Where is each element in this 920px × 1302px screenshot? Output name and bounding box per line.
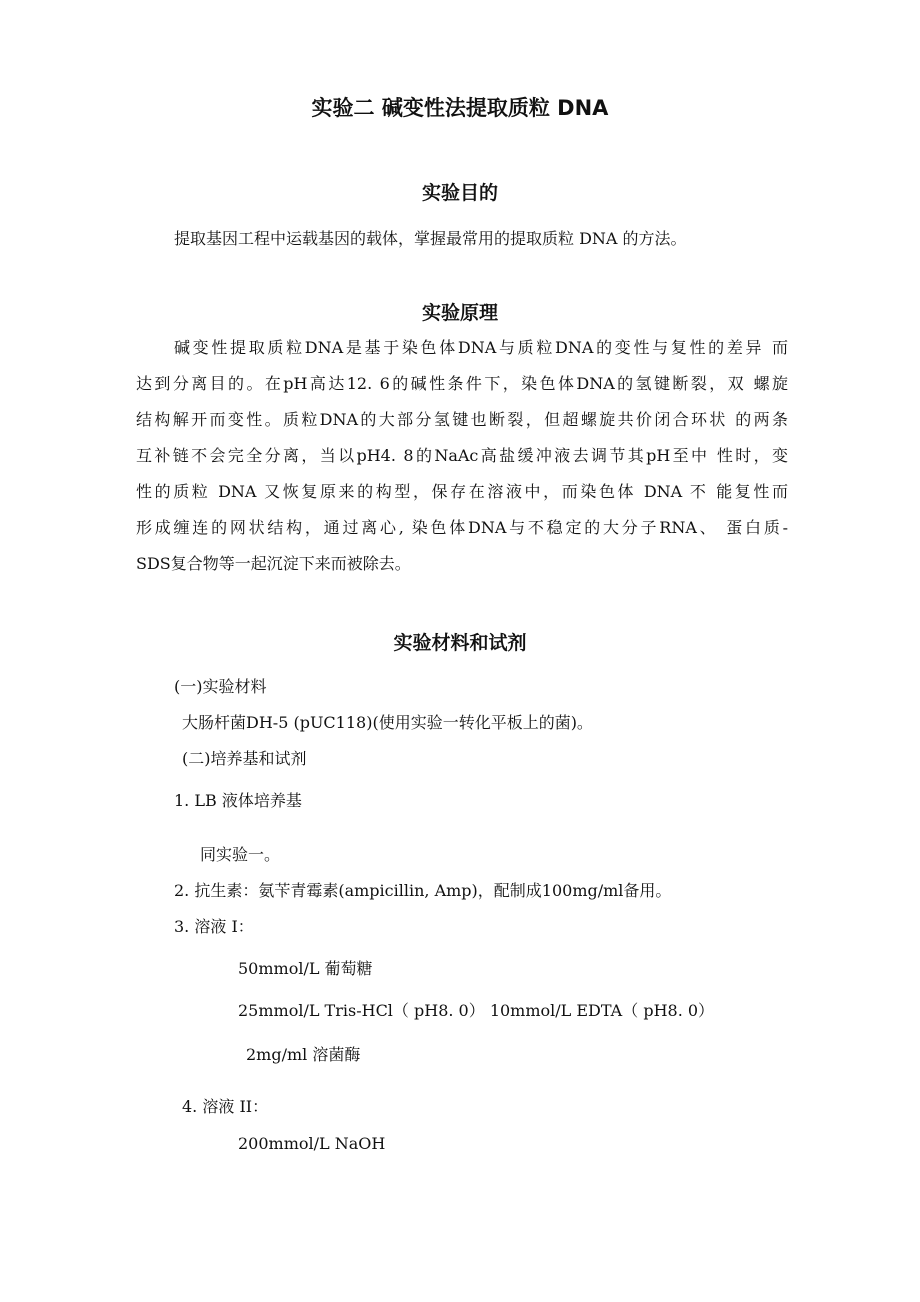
materials-text: 大肠杆菌DH-5 (pUC118)(使用实验一转化平板上的菌)。 <box>182 713 593 732</box>
principle-line: 互补链不会完全分离，当以pH4. 8的NaAc高盐缓冲液去调节其pH至中 性时，变 <box>136 446 788 465</box>
principle-line: 达到分离目的。在pH高达12. 6的碱性条件下，染色体DNA的氢键断裂，双 螺旋 <box>136 374 788 393</box>
materials-subheading-1: (一)实验材料 <box>174 677 267 696</box>
materials-heading: 实验材料和试剂 <box>393 632 527 654</box>
principle-line: 碱变性提取质粒DNA是基于染色体DNA与质粒DNA的变性与复性的差异 而 <box>174 338 788 357</box>
principle-line: 形成缠连的网状结构，通过离心, 染色体DNA与不稳定的大分子RNA、 蛋白质- <box>136 518 788 537</box>
page-title: 实验二 碱变性法提取质粒 DNA <box>311 96 609 120</box>
solution-component: 50mmol/L 葡萄糖 <box>238 959 373 978</box>
materials-subheading-2: (二)培养基和试剂 <box>182 749 307 768</box>
principle-line: 结构解开而变性。质粒DNA的大部分氢键也断裂，但超螺旋共价闭合环状 的两条 <box>136 410 788 429</box>
reagent-item-2: 2. 抗生素：氨苄青霉素(ampicillin, Amp)，配制成100mg/ml备用。 <box>174 881 672 900</box>
purpose-heading: 实验目的 <box>421 182 498 204</box>
reagent-item-1-text: 同实验一。 <box>200 845 281 864</box>
purpose-text: 提取基因工程中运载基因的载体，掌握最常用的提取质粒 DNA 的方法。 <box>174 229 687 248</box>
reagent-item-4: 4. 溶液 II： <box>182 1097 269 1116</box>
solution-component: 200mmol/L NaOH <box>238 1134 386 1153</box>
principle-paragraph <box>136 330 788 582</box>
principle-heading: 实验原理 <box>421 302 498 324</box>
solution-component: 25mmol/L Tris-HCl（ pH8. 0） 10mmol/L EDTA（ pH8. 0） <box>238 1001 715 1020</box>
reagent-item-3: 3. 溶液 I： <box>174 917 254 936</box>
principle-line: 性的质粒 DNA 又恢复原来的构型，保存在溶液中，而染色体 DNA 不 能复性而 <box>136 482 788 501</box>
reagent-item-1: 1. LB 液体培养基 <box>174 791 302 810</box>
principle-line: SDS复合物等一起沉淀下来而被除去。 <box>136 554 411 573</box>
solution-component: 2mg/ml 溶菌酶 <box>246 1045 361 1064</box>
